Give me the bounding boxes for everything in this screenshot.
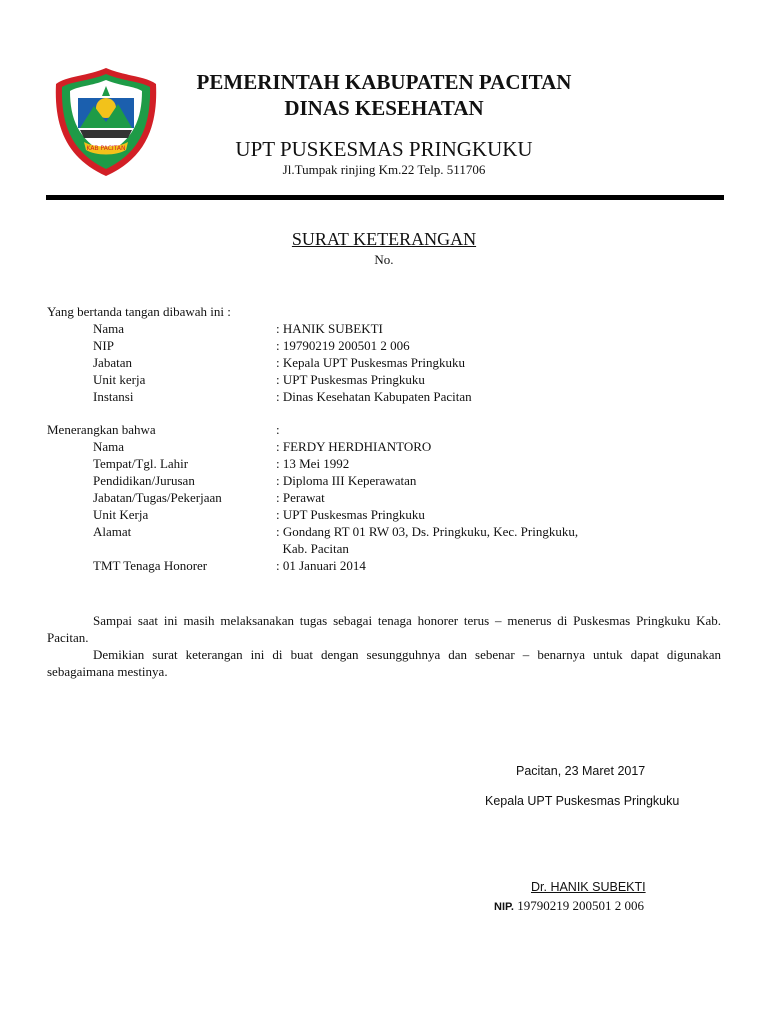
subject-field-row [93, 439, 733, 456]
header-address: Jl.Tumpak rinjing Km.22 Telp. 511706 [282, 162, 486, 177]
signer-field-row [93, 355, 733, 372]
subject-intro: Menerangkan bahwa [47, 422, 156, 437]
header-government-name: PEMERINTAH KABUPATEN PACITAN [196, 70, 572, 94]
header-agency-name: DINAS KESEHATAN [284, 96, 484, 120]
field-value: : Dinas Kesehatan Kabupaten Pacitan [276, 389, 472, 404]
letter-title: SURAT KETERANGAN [291, 229, 477, 249]
field-value: : 13 Mei 1992 [276, 456, 350, 471]
signer-field-row [93, 389, 733, 406]
field-label: Pendidikan/Jurusan [93, 473, 195, 488]
signer-field-row [93, 321, 733, 338]
field-label: Nama [93, 439, 125, 454]
signature-nip-label: NIP. [494, 901, 514, 913]
field-value: : UPT Puskesmas Pringkuku [276, 507, 425, 522]
field-value: : Diploma III Keperawatan [276, 473, 417, 488]
subject-field-row [93, 456, 733, 473]
field-label: Instansi [93, 389, 134, 404]
subject-field-row [93, 541, 733, 558]
field-label: Unit kerja [93, 372, 146, 387]
field-value: : Perawat [276, 490, 325, 505]
subject-field-row [93, 473, 733, 490]
body-paragraph-2: Demikian surat keterangan ini di buat dengan sesungguhnya dan sebenar – benarnya untuk dapat digunakan sebagaimana mestinya. [47, 647, 721, 679]
letterhead-divider [46, 195, 724, 200]
field-value: : HANIK SUBEKTI [276, 321, 383, 336]
field-label: NIP [93, 338, 114, 353]
field-label: Tempat/Tgl. Lahir [93, 456, 189, 471]
signer-intro: Yang bertanda tangan dibawah ini : [47, 304, 231, 319]
signature-name: Dr. HANIK SUBEKTI [531, 880, 646, 894]
signature-nip-value: 19790219 200501 2 006 [513, 898, 644, 913]
field-value: : Gondang RT 01 RW 03, Ds. Pringkuku, Kec. Pringkuku, [276, 524, 579, 539]
field-label: Jabatan/Tugas/Pekerjaan [93, 490, 222, 505]
letter-number: No. [374, 252, 394, 267]
subject-intro-colon: : [276, 422, 280, 437]
body-paragraph-1: Sampai saat ini masih melaksanakan tugas sebagai tenaga honorer terus – menerus di Puskesmas Pringkuku Kab. Pacitan. [47, 613, 721, 645]
field-label: Unit Kerja [93, 507, 149, 522]
field-value: : 19790219 200501 2 006 [276, 338, 410, 353]
subject-field-row [93, 490, 733, 507]
subject-field-row [93, 524, 733, 541]
field-value: : UPT Puskesmas Pringkuku [276, 372, 425, 387]
signature-place-date: Pacitan, 23 Maret 2017 [516, 764, 646, 778]
signer-field-row [93, 372, 733, 389]
field-label: Nama [93, 321, 125, 336]
field-value: : Kepala UPT Puskesmas Pringkuku [276, 355, 465, 370]
subject-field-row [93, 558, 733, 575]
field-value: : FERDY HERDHIANTORO [276, 439, 432, 454]
signature-nip [494, 898, 644, 914]
field-label: Alamat [93, 524, 132, 539]
field-label: TMT Tenaga Honorer [93, 558, 208, 573]
header-office-name: UPT PUSKESMAS PRINGKUKU [235, 137, 533, 161]
field-value: Kab. Pacitan [276, 541, 349, 556]
subject-field-row [93, 507, 733, 524]
field-label: Jabatan [93, 355, 132, 370]
signature-role: Kepala UPT Puskesmas Pringkuku [485, 794, 680, 808]
signer-field-row [93, 338, 733, 355]
emblem-ribbon-text: KAB PACITAN [86, 145, 126, 152]
field-value: : 01 Januari 2014 [276, 558, 366, 573]
